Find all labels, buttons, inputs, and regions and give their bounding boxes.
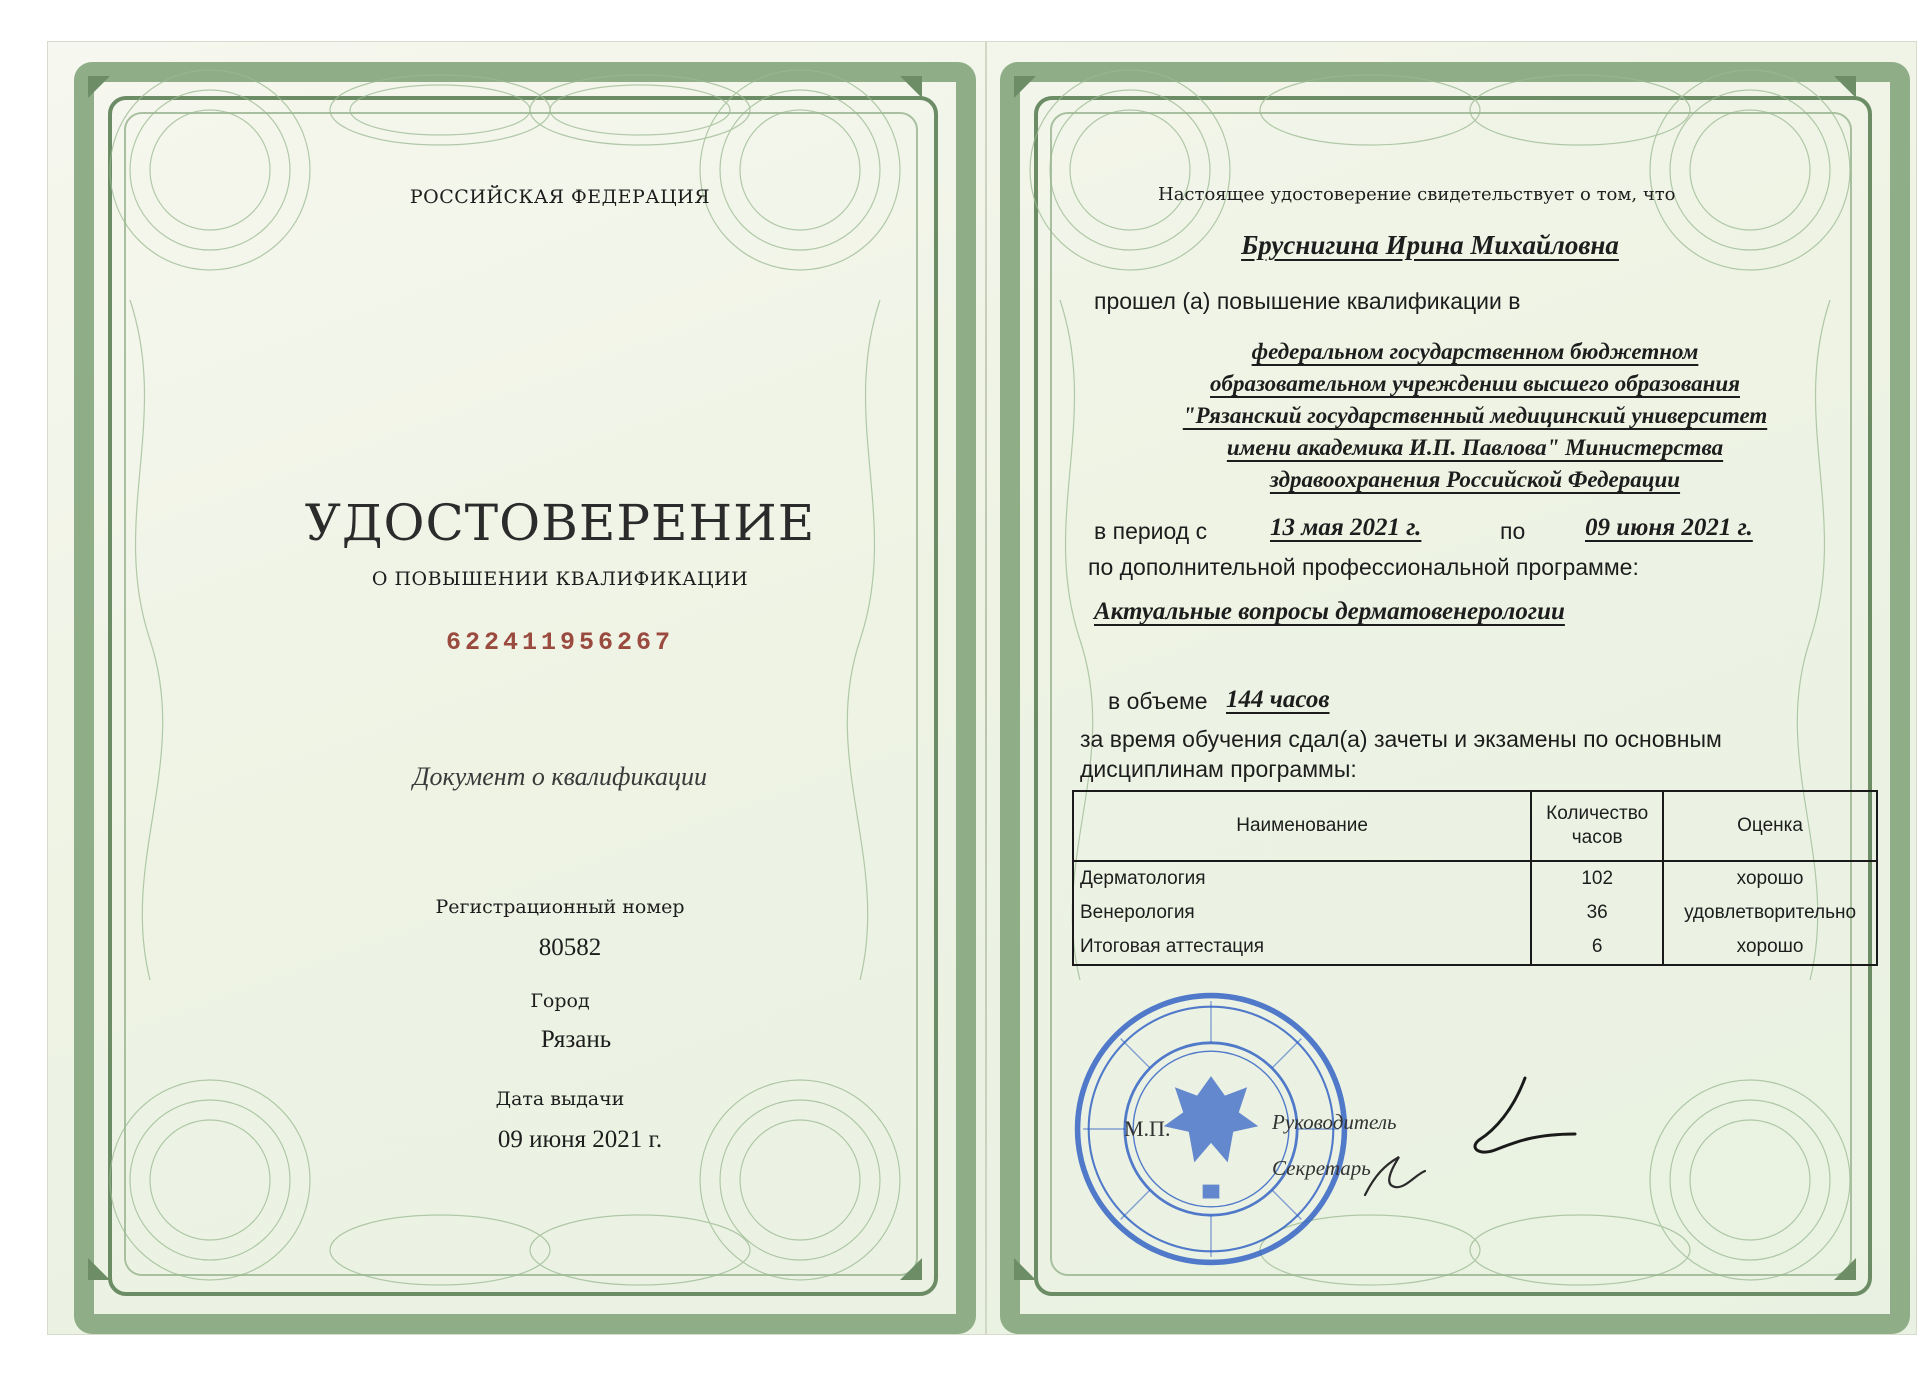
column-header-grade: Оценка <box>1663 791 1877 861</box>
institution-line-4: имени академика И.П. Павлова" Министерства <box>1226 435 1724 460</box>
issue-date-label: Дата выдачи <box>495 1088 625 1110</box>
discipline-name: Итоговая аттестация <box>1073 930 1531 965</box>
exams-line-2: дисциплинам программы: <box>1080 756 1357 782</box>
discipline-hours: 36 <box>1531 896 1663 930</box>
intro-text: Настоящее удостоверение свидетельствует о том, что <box>1158 184 1676 205</box>
holder-name: Бруснигина Ирина Михайловна <box>1241 230 1619 260</box>
secretary-signature-label: Секретарь <box>1272 1156 1371 1180</box>
institution-line-3: "Рязанский государственный медицинский университет <box>1182 403 1768 428</box>
column-header-name: Наименование <box>1073 791 1531 861</box>
stamp-place-label: М.П. <box>1124 1116 1171 1141</box>
certificate-subtitle: О ПОВЫШЕНИИ КВАЛИФИКАЦИИ <box>371 568 749 590</box>
volume-label: в объеме <box>1108 688 1208 714</box>
table-row <box>1073 930 1877 965</box>
discipline-grade: хорошо <box>1663 930 1877 965</box>
table-row <box>1073 861 1877 896</box>
serial-number: 622411956267 <box>445 628 675 657</box>
discipline-hours: 102 <box>1531 861 1663 896</box>
table-row <box>1073 896 1877 930</box>
program-label: по дополнительной профессиональной программе: <box>1088 554 1639 580</box>
discipline-name: Дерматология <box>1073 861 1531 896</box>
program-name: Актуальные вопросы дерматовенерологии <box>1094 598 1565 625</box>
institution-line-2: образовательном учреждении высшего образования <box>1210 371 1740 396</box>
head-signature-label: Руководитель <box>1272 1110 1397 1134</box>
column-header-hours: Количество часов <box>1531 791 1663 861</box>
passed-text: прошел (а) повышение квалификации в <box>1094 288 1521 314</box>
volume-value: 144 часов <box>1226 686 1330 713</box>
grades-table <box>1072 790 1878 966</box>
period-from: 13 мая 2021 г. <box>1270 514 1422 541</box>
page-fold <box>985 42 987 1334</box>
discipline-hours: 6 <box>1531 930 1663 965</box>
secretary-signature <box>1355 1145 1435 1205</box>
period-to-label: по <box>1500 518 1526 544</box>
discipline-grade: удовлетворительно <box>1663 896 1877 930</box>
period-label: в период с <box>1094 518 1208 544</box>
city-value: Рязань <box>540 1026 612 1053</box>
city-label: Город <box>530 990 590 1012</box>
institution-line-5: здравоохранения Российской Федерации <box>1269 467 1681 492</box>
head-signature <box>1465 1070 1585 1170</box>
period-to: 09 июня 2021 г. <box>1585 514 1753 541</box>
country-label: РОССИЙСКАЯ ФЕДЕРАЦИЯ <box>409 186 711 208</box>
institution-line-1: федеральном государственном бюджетном <box>1251 339 1699 364</box>
discipline-name: Венерология <box>1073 896 1531 930</box>
discipline-grade: хорошо <box>1663 861 1877 896</box>
registration-number: 80582 <box>538 934 602 961</box>
registration-label: Регистрационный номер <box>435 896 685 918</box>
certificate-title: УДОСТОВЕРЕНИЕ <box>304 494 816 552</box>
issue-date: 09 июня 2021 г. <box>497 1126 663 1153</box>
exams-line-1: за время обучения сдал(а) зачеты и экзамены по основным <box>1080 726 1722 752</box>
table-header-row <box>1073 791 1877 861</box>
document-type: Документ о квалификации <box>413 762 707 791</box>
